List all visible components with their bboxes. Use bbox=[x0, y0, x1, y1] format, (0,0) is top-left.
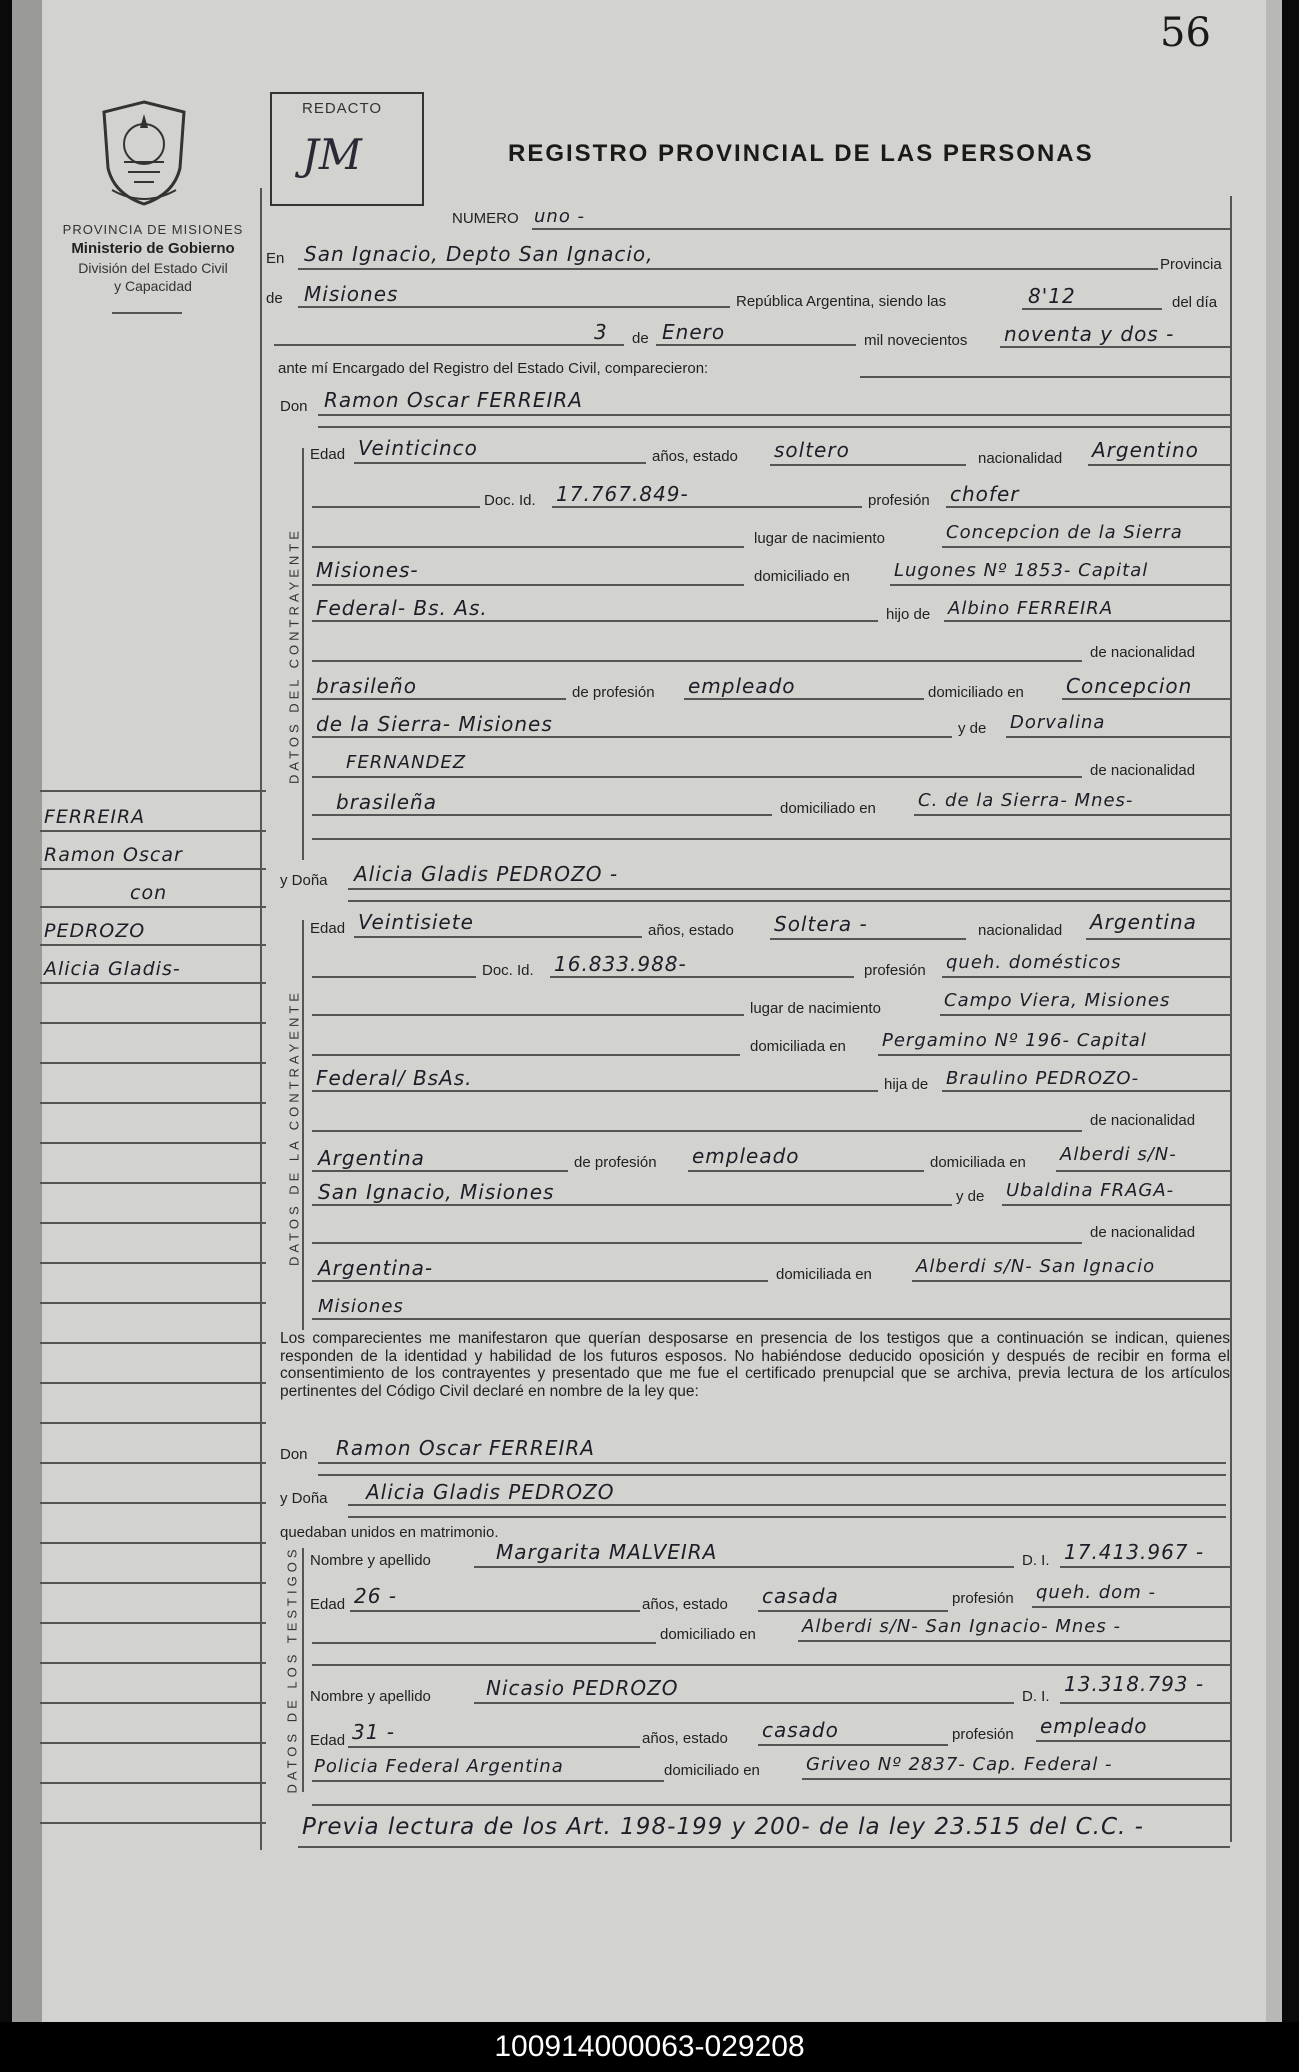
don-label: Don bbox=[280, 398, 308, 415]
c2-dom-underline-a bbox=[312, 1054, 740, 1056]
stamp-label: REDACTO bbox=[302, 100, 383, 117]
dia-value: 3 bbox=[594, 320, 608, 344]
mil-label: mil novecientos bbox=[864, 332, 968, 349]
c2-section-label: DATOS DE LA CONTRAYENTE bbox=[286, 989, 302, 1266]
decl-dona-underline bbox=[348, 1504, 1226, 1506]
c1-edad: Veinticinco bbox=[358, 436, 478, 460]
t2-nombre-label: Nombre y apellido bbox=[310, 1688, 431, 1705]
c2-domicilio-cont: Federal/ BsAs. bbox=[316, 1066, 473, 1090]
c2-padre-dom-cont: San Ignacio, Misiones bbox=[318, 1180, 555, 1204]
t1-di-label: D. I. bbox=[1022, 1552, 1050, 1569]
c1-padre: Albino FERREIRA bbox=[948, 598, 1114, 619]
register-page bbox=[12, 0, 1282, 2022]
c1-nacionalidad-label: nacionalidad bbox=[978, 450, 1063, 467]
side-rule-15 bbox=[40, 1382, 266, 1384]
t1-domicilio-label: domiciliado en bbox=[660, 1626, 756, 1643]
dia-underline-a bbox=[274, 344, 624, 346]
de-label: de bbox=[266, 290, 283, 307]
side-rule-9 bbox=[40, 1142, 266, 1144]
c2-madre-dom-underline bbox=[912, 1280, 1230, 1282]
c2-lugar-underline-a bbox=[312, 1014, 744, 1016]
de-enero-label: de bbox=[632, 330, 649, 347]
side-name-l5: Alicia Gladis- bbox=[44, 958, 181, 980]
t2-estado-underline bbox=[758, 1744, 948, 1746]
side-rule-1 bbox=[40, 830, 266, 832]
c2-lugar-underline bbox=[940, 1014, 1230, 1016]
decl-don-underline2 bbox=[318, 1474, 1226, 1476]
c1-lugar-cont: Misiones- bbox=[316, 558, 419, 582]
c1-madre: Dorvalina bbox=[1010, 712, 1106, 733]
c1-nac-underline bbox=[1088, 464, 1230, 466]
side-rule-18 bbox=[40, 1502, 266, 1504]
c1-name-underline bbox=[318, 414, 1230, 416]
footnote: Previa lectura de los Art. 198-199 y 200- de la ley 23.515 del C.C. - bbox=[302, 1814, 1144, 1840]
c1-edad-label: Edad bbox=[310, 446, 346, 463]
t1-anos-estado-label: años, estado bbox=[642, 1596, 728, 1613]
stamp-signature: JM bbox=[302, 130, 362, 179]
dona-label: y Doña bbox=[280, 872, 328, 889]
c1-doc-underline-a bbox=[312, 506, 480, 508]
c1-madre-nac: brasileña bbox=[336, 790, 437, 814]
testigos-bracket bbox=[302, 1548, 304, 1792]
footnote-underline bbox=[298, 1846, 1230, 1848]
c1-profesion: chofer bbox=[950, 482, 1020, 506]
c1-doc: 17.767.849- bbox=[556, 482, 689, 506]
en-label: En bbox=[266, 250, 285, 267]
side-rule-6 bbox=[40, 1022, 266, 1024]
side-rule-25 bbox=[40, 1782, 266, 1784]
t1-nombre-underline bbox=[474, 1566, 1014, 1568]
c2-doc-underline-a bbox=[312, 976, 476, 978]
archive-id: 100914000063-029208 bbox=[0, 2022, 1299, 2072]
c2-padre-prof-underline bbox=[688, 1170, 924, 1172]
decl-dona-underline2 bbox=[348, 1516, 1226, 1518]
de-underline bbox=[298, 306, 730, 308]
side-rule-21 bbox=[40, 1622, 266, 1624]
side-rule-11 bbox=[40, 1222, 266, 1224]
c2-madre-dom: Alberdi s/N- San Ignacio bbox=[916, 1256, 1156, 1277]
c1-madre-nac-underline bbox=[312, 814, 772, 816]
c2-anos-estado-label: años, estado bbox=[648, 922, 734, 939]
c2-madre: Ubaldina FRAGA- bbox=[1006, 1180, 1175, 1201]
numero-value: uno - bbox=[534, 206, 586, 227]
decl-dona-value: Alicia Gladis PEDROZO bbox=[366, 1480, 615, 1504]
side-rule-4 bbox=[40, 944, 266, 946]
c1-lugar: Concepcion de la Sierra bbox=[946, 522, 1183, 543]
t2-edad-label: Edad bbox=[310, 1732, 346, 1749]
c1-de-nac-label2: de nacionalidad bbox=[1090, 762, 1196, 779]
en-value: San Ignacio, Depto San Ignacio, bbox=[304, 242, 654, 266]
t1-di-underline bbox=[1060, 1566, 1230, 1568]
side-name-l1: FERREIRA bbox=[44, 806, 146, 828]
c1-doc-label: Doc. Id. bbox=[484, 492, 536, 509]
t1-edad-underline bbox=[350, 1610, 640, 1612]
c2-dom-underline bbox=[878, 1054, 1230, 1056]
c2-bottom-line bbox=[312, 1318, 1230, 1320]
c1-madre-cont: FERNANDEZ bbox=[346, 752, 467, 773]
ante-underline bbox=[860, 376, 1232, 378]
c1-madre-dom-underline bbox=[914, 814, 1230, 816]
side-name-l4: PEDROZO bbox=[44, 920, 146, 942]
numero-label: NUMERO bbox=[452, 210, 519, 227]
c1-madre-underline bbox=[1006, 736, 1230, 738]
c1-estado: soltero bbox=[774, 438, 850, 462]
authority-line1: PROVINCIA DE MISIONES bbox=[62, 222, 244, 237]
t2-di-underline bbox=[1060, 1702, 1230, 1704]
left-frame-line bbox=[260, 188, 262, 1850]
side-name-l3: con bbox=[130, 882, 168, 904]
right-frame-line bbox=[1230, 196, 1232, 1842]
t1-nombre: Margarita MALVEIRA bbox=[496, 1540, 718, 1564]
contrayente1-nombre: Ramon Oscar FERREIRA bbox=[324, 388, 583, 412]
t1-dom-underline-a bbox=[312, 1642, 656, 1644]
c1-nacionalidad: Argentino bbox=[1092, 438, 1199, 462]
hora-value: 8'12 bbox=[1028, 284, 1076, 308]
t2-anos-estado-label: años, estado bbox=[642, 1730, 728, 1747]
side-rule-14 bbox=[40, 1342, 266, 1344]
c2-lugar: Campo Viera, Misiones bbox=[944, 990, 1171, 1011]
t2-di: 13.318.793 - bbox=[1064, 1672, 1205, 1696]
t1-edad-label: Edad bbox=[310, 1596, 346, 1613]
authority-line3: División del Estado Civil bbox=[78, 260, 228, 276]
side-rule-5 bbox=[40, 982, 266, 984]
hora-underline bbox=[1022, 308, 1162, 310]
page-title: REGISTRO PROVINCIAL DE LAS PERSONAS bbox=[508, 140, 1094, 167]
c2-doc-underline bbox=[550, 976, 854, 978]
c2-edad: Veintisiete bbox=[358, 910, 474, 934]
testigos-section-label: DATOS DE LOS TESTIGOS bbox=[284, 1545, 300, 1794]
side-rule-22 bbox=[40, 1662, 266, 1664]
c1-domicilio: Lugones Nº 1853- Capital bbox=[894, 560, 1149, 581]
c2-de-nac-label2: de nacionalidad bbox=[1090, 1224, 1196, 1241]
t2-bottom-line bbox=[312, 1804, 1230, 1806]
decl-don-value: Ramon Oscar FERREIRA bbox=[336, 1436, 595, 1460]
t1-dom-underline bbox=[798, 1640, 1230, 1642]
c2-padre-dom: Alberdi s/N- bbox=[1060, 1144, 1177, 1165]
c2-edad-label: Edad bbox=[310, 920, 346, 937]
anio-underline bbox=[1000, 346, 1230, 348]
t1-estado: casada bbox=[762, 1584, 839, 1608]
c2-padre-nac: Argentina bbox=[318, 1146, 425, 1170]
t2-nombre-underline bbox=[474, 1702, 1014, 1704]
side-rule-24 bbox=[40, 1742, 266, 1744]
side-rule-23 bbox=[40, 1702, 266, 1704]
c1-domicilio-label: domiciliado en bbox=[754, 568, 850, 585]
t1-domicilio: Alberdi s/N- San Ignacio- Mnes - bbox=[802, 1616, 1121, 1637]
t2-di-label: D. I. bbox=[1022, 1688, 1050, 1705]
c1-section-bracket bbox=[302, 448, 304, 860]
c2-padre-dom-cont-underline bbox=[312, 1204, 952, 1206]
c1-lugar-label: lugar de nacimiento bbox=[754, 530, 885, 547]
c2-padre-dom-underline bbox=[1056, 1170, 1230, 1172]
t2-profesion: empleado bbox=[1040, 1714, 1148, 1738]
c2-nac-underline bbox=[1086, 938, 1230, 940]
c2-padre-prof: empleado bbox=[692, 1144, 800, 1168]
de-value: Misiones bbox=[304, 282, 399, 306]
t1-profesion-label: profesión bbox=[952, 1590, 1014, 1607]
c1-dom-underline bbox=[890, 584, 1230, 586]
c2-dom-cont-underline bbox=[312, 1090, 878, 1092]
page-number: 56 bbox=[1160, 10, 1211, 56]
c1-profesion-label: profesión bbox=[868, 492, 930, 509]
t2-edad: 31 - bbox=[352, 1720, 396, 1744]
c1-bottom-line bbox=[312, 838, 1230, 840]
t2-profesion-label: profesión bbox=[952, 1726, 1014, 1743]
side-rule-16 bbox=[40, 1422, 266, 1424]
c1-padre-dom-cont: de la Sierra- Misiones bbox=[316, 712, 553, 736]
c2-padre-underline bbox=[942, 1090, 1230, 1092]
c2-padre: Braulino PEDROZO- bbox=[946, 1068, 1140, 1089]
side-rule-26 bbox=[40, 1822, 266, 1824]
c1-doc-underline bbox=[552, 506, 862, 508]
t1-estado-underline bbox=[758, 1610, 948, 1612]
c2-nacionalidad-label: nacionalidad bbox=[978, 922, 1063, 939]
c2-nacionalidad: Argentina bbox=[1090, 910, 1197, 934]
t1-di: 17.413.967 - bbox=[1064, 1540, 1205, 1564]
c1-padre-underline bbox=[944, 620, 1230, 622]
c1-padre-nac-underline bbox=[312, 698, 566, 700]
c1-madre-dom: C. de la Sierra- Mnes- bbox=[918, 790, 1134, 811]
t2-prof-underline bbox=[1036, 1740, 1230, 1742]
c2-domicilio: Pergamino Nº 196- Capital bbox=[882, 1030, 1147, 1051]
t2-edad-underline bbox=[348, 1746, 640, 1748]
c1-name-underline2 bbox=[318, 426, 1230, 428]
side-rule-19 bbox=[40, 1542, 266, 1544]
c1-padre-nac: brasileño bbox=[316, 674, 417, 698]
c2-name-underline2 bbox=[348, 900, 1230, 902]
c2-hija-label: hija de bbox=[884, 1076, 929, 1093]
c1-padre-dom: Concepcion bbox=[1066, 674, 1193, 698]
redacto-stamp bbox=[270, 92, 424, 206]
side-rule-13 bbox=[40, 1302, 266, 1304]
c1-dom-cont-underline bbox=[312, 620, 878, 622]
side-rule-2 bbox=[40, 868, 266, 870]
t1-prof-underline bbox=[1032, 1606, 1230, 1608]
c2-doc-label: Doc. Id. bbox=[482, 962, 534, 979]
c2-de-profesion-label: de profesión bbox=[574, 1154, 657, 1171]
c1-de-profesion-label: de profesión bbox=[572, 684, 655, 701]
t2-nombre: Nicasio PEDROZO bbox=[486, 1676, 679, 1700]
c1-lugar-underline bbox=[942, 546, 1230, 548]
c1-padre-dom-cont-underline bbox=[312, 736, 952, 738]
page-edge-shadow bbox=[1266, 0, 1282, 2022]
side-rule-20 bbox=[40, 1582, 266, 1584]
en-underline bbox=[298, 268, 1158, 270]
t2-dom-underline bbox=[802, 1778, 1230, 1780]
c1-estado-underline bbox=[770, 464, 966, 466]
ante-label: ante mí Encargado del Registro del Estado Civil, comparecieron: bbox=[278, 360, 709, 377]
side-rule-3 bbox=[40, 906, 266, 908]
t1-profesion: queh. dom - bbox=[1036, 1582, 1156, 1603]
del-dia-label: del día bbox=[1172, 294, 1218, 311]
t1-edad: 26 - bbox=[354, 1584, 398, 1608]
authority-divider bbox=[112, 312, 182, 314]
c2-prof-underline bbox=[942, 976, 1230, 978]
c2-domicilio-label: domiciliada en bbox=[750, 1038, 846, 1055]
t2-domicilio-label: domiciliado en bbox=[664, 1762, 760, 1779]
decl-don-label: Don bbox=[280, 1446, 308, 1463]
decl-don-underline bbox=[318, 1462, 1226, 1464]
side-rule-10 bbox=[40, 1182, 266, 1184]
c2-doc: 16.833.988- bbox=[554, 952, 687, 976]
declaration-text: Los comparecientes me manifestaron que querían desposarse en presencia de los testigos que a continuación se indican, quienes responden de la identidad y habilidad de los futuros esposos. No habiéndose deducido oposición y después de recibir en forma el consentimiento de los contrayentes y presentado que me fue el certificado prenupcial que se archiva, previa lectura de los artículos pertinentes del Código Civil declaré en nombre de la ley que: bbox=[280, 1330, 1230, 1400]
c1-prof-underline bbox=[946, 506, 1230, 508]
c1-anos-estado-label: años, estado bbox=[652, 448, 738, 465]
authority-line4: y Capacidad bbox=[114, 278, 192, 294]
c2-name-underline bbox=[348, 888, 1230, 890]
side-rule-7 bbox=[40, 1062, 266, 1064]
c1-section-label: DATOS DEL CONTRAYENTE bbox=[286, 527, 302, 784]
c1-lugar-underline-a bbox=[312, 546, 744, 548]
c1-madre-cont-underline bbox=[312, 776, 1082, 778]
c2-profesion: queh. domésticos bbox=[946, 952, 1122, 973]
c1-y-de-label: y de bbox=[958, 720, 987, 737]
t2-estado: casado bbox=[762, 1718, 839, 1742]
c2-madre-nac: Argentina- bbox=[318, 1256, 434, 1280]
coat-of-arms-icon bbox=[94, 98, 194, 213]
decl-dona-label: y Doña bbox=[280, 1490, 328, 1507]
c2-profesion-label: profesión bbox=[864, 962, 926, 979]
c2-madre-cont-underline bbox=[312, 1242, 1082, 1244]
c1-domiciliado-label: domiciliado en bbox=[928, 684, 1024, 701]
t2-domicilio: Griveo Nº 2837- Cap. Federal - bbox=[806, 1754, 1113, 1775]
side-rule-12 bbox=[40, 1262, 266, 1264]
c2-madre-underline bbox=[1002, 1204, 1230, 1206]
numero-underline bbox=[532, 228, 1232, 230]
c1-domicilio-cont: Federal- Bs. As. bbox=[316, 596, 488, 620]
mes-underline bbox=[656, 344, 856, 346]
t2-lugar-underline bbox=[312, 1780, 664, 1782]
t1-bottom-line bbox=[312, 1664, 1230, 1666]
c1-de-nac-label: de nacionalidad bbox=[1090, 644, 1196, 661]
c2-padre-cont-underline bbox=[312, 1130, 1082, 1132]
contrayente2-nombre: Alicia Gladis PEDROZO - bbox=[354, 862, 619, 886]
side-rule-17 bbox=[40, 1462, 266, 1464]
t1-nombre-label: Nombre y apellido bbox=[310, 1552, 431, 1569]
provincia-label: Provincia bbox=[1160, 256, 1222, 273]
c1-padre-cont-underline bbox=[312, 660, 1082, 662]
anio-value: noventa y dos - bbox=[1004, 322, 1175, 346]
c2-domiciliada-label: domiciliada en bbox=[930, 1154, 1026, 1171]
mes-value: Enero bbox=[662, 320, 726, 344]
c1-lugar-cont-underline bbox=[312, 584, 744, 586]
c2-padre-nac-underline bbox=[312, 1170, 568, 1172]
c1-edad-underline bbox=[354, 462, 646, 464]
c2-section-bracket bbox=[302, 920, 304, 1330]
t2-lugar: Policia Federal Argentina bbox=[314, 1756, 564, 1777]
c2-y-de-label: y de bbox=[956, 1188, 985, 1205]
c2-lugar-label: lugar de nacimiento bbox=[750, 1000, 881, 1017]
c2-madre-dom-label: domiciliada en bbox=[776, 1266, 872, 1283]
c2-edad-underline bbox=[354, 936, 642, 938]
c1-hijo-label: hijo de bbox=[886, 606, 931, 623]
c2-de-nac-label: de nacionalidad bbox=[1090, 1112, 1196, 1129]
c2-estado-underline bbox=[770, 938, 966, 940]
side-rule-0 bbox=[40, 790, 266, 792]
authority-line2: Ministerio de Gobierno bbox=[71, 240, 235, 257]
c1-madre-dom-label: domiciliado en bbox=[780, 800, 876, 817]
c1-padre-prof-underline bbox=[684, 698, 924, 700]
c2-estado: Soltera - bbox=[774, 912, 868, 936]
binding-edge bbox=[12, 0, 42, 2022]
c1-padre-prof: empleado bbox=[688, 674, 796, 698]
side-rule-8 bbox=[40, 1102, 266, 1104]
decl-closing: quedaban unidos en matrimonio. bbox=[280, 1524, 499, 1541]
c1-padre-dom-underline bbox=[1062, 698, 1230, 700]
republica-label: República Argentina, siendo las bbox=[736, 293, 947, 310]
side-name-l2: Ramon Oscar bbox=[44, 844, 183, 866]
c2-madre-dom-cont: Misiones bbox=[318, 1296, 404, 1317]
c2-madre-nac-underline bbox=[312, 1280, 768, 1282]
